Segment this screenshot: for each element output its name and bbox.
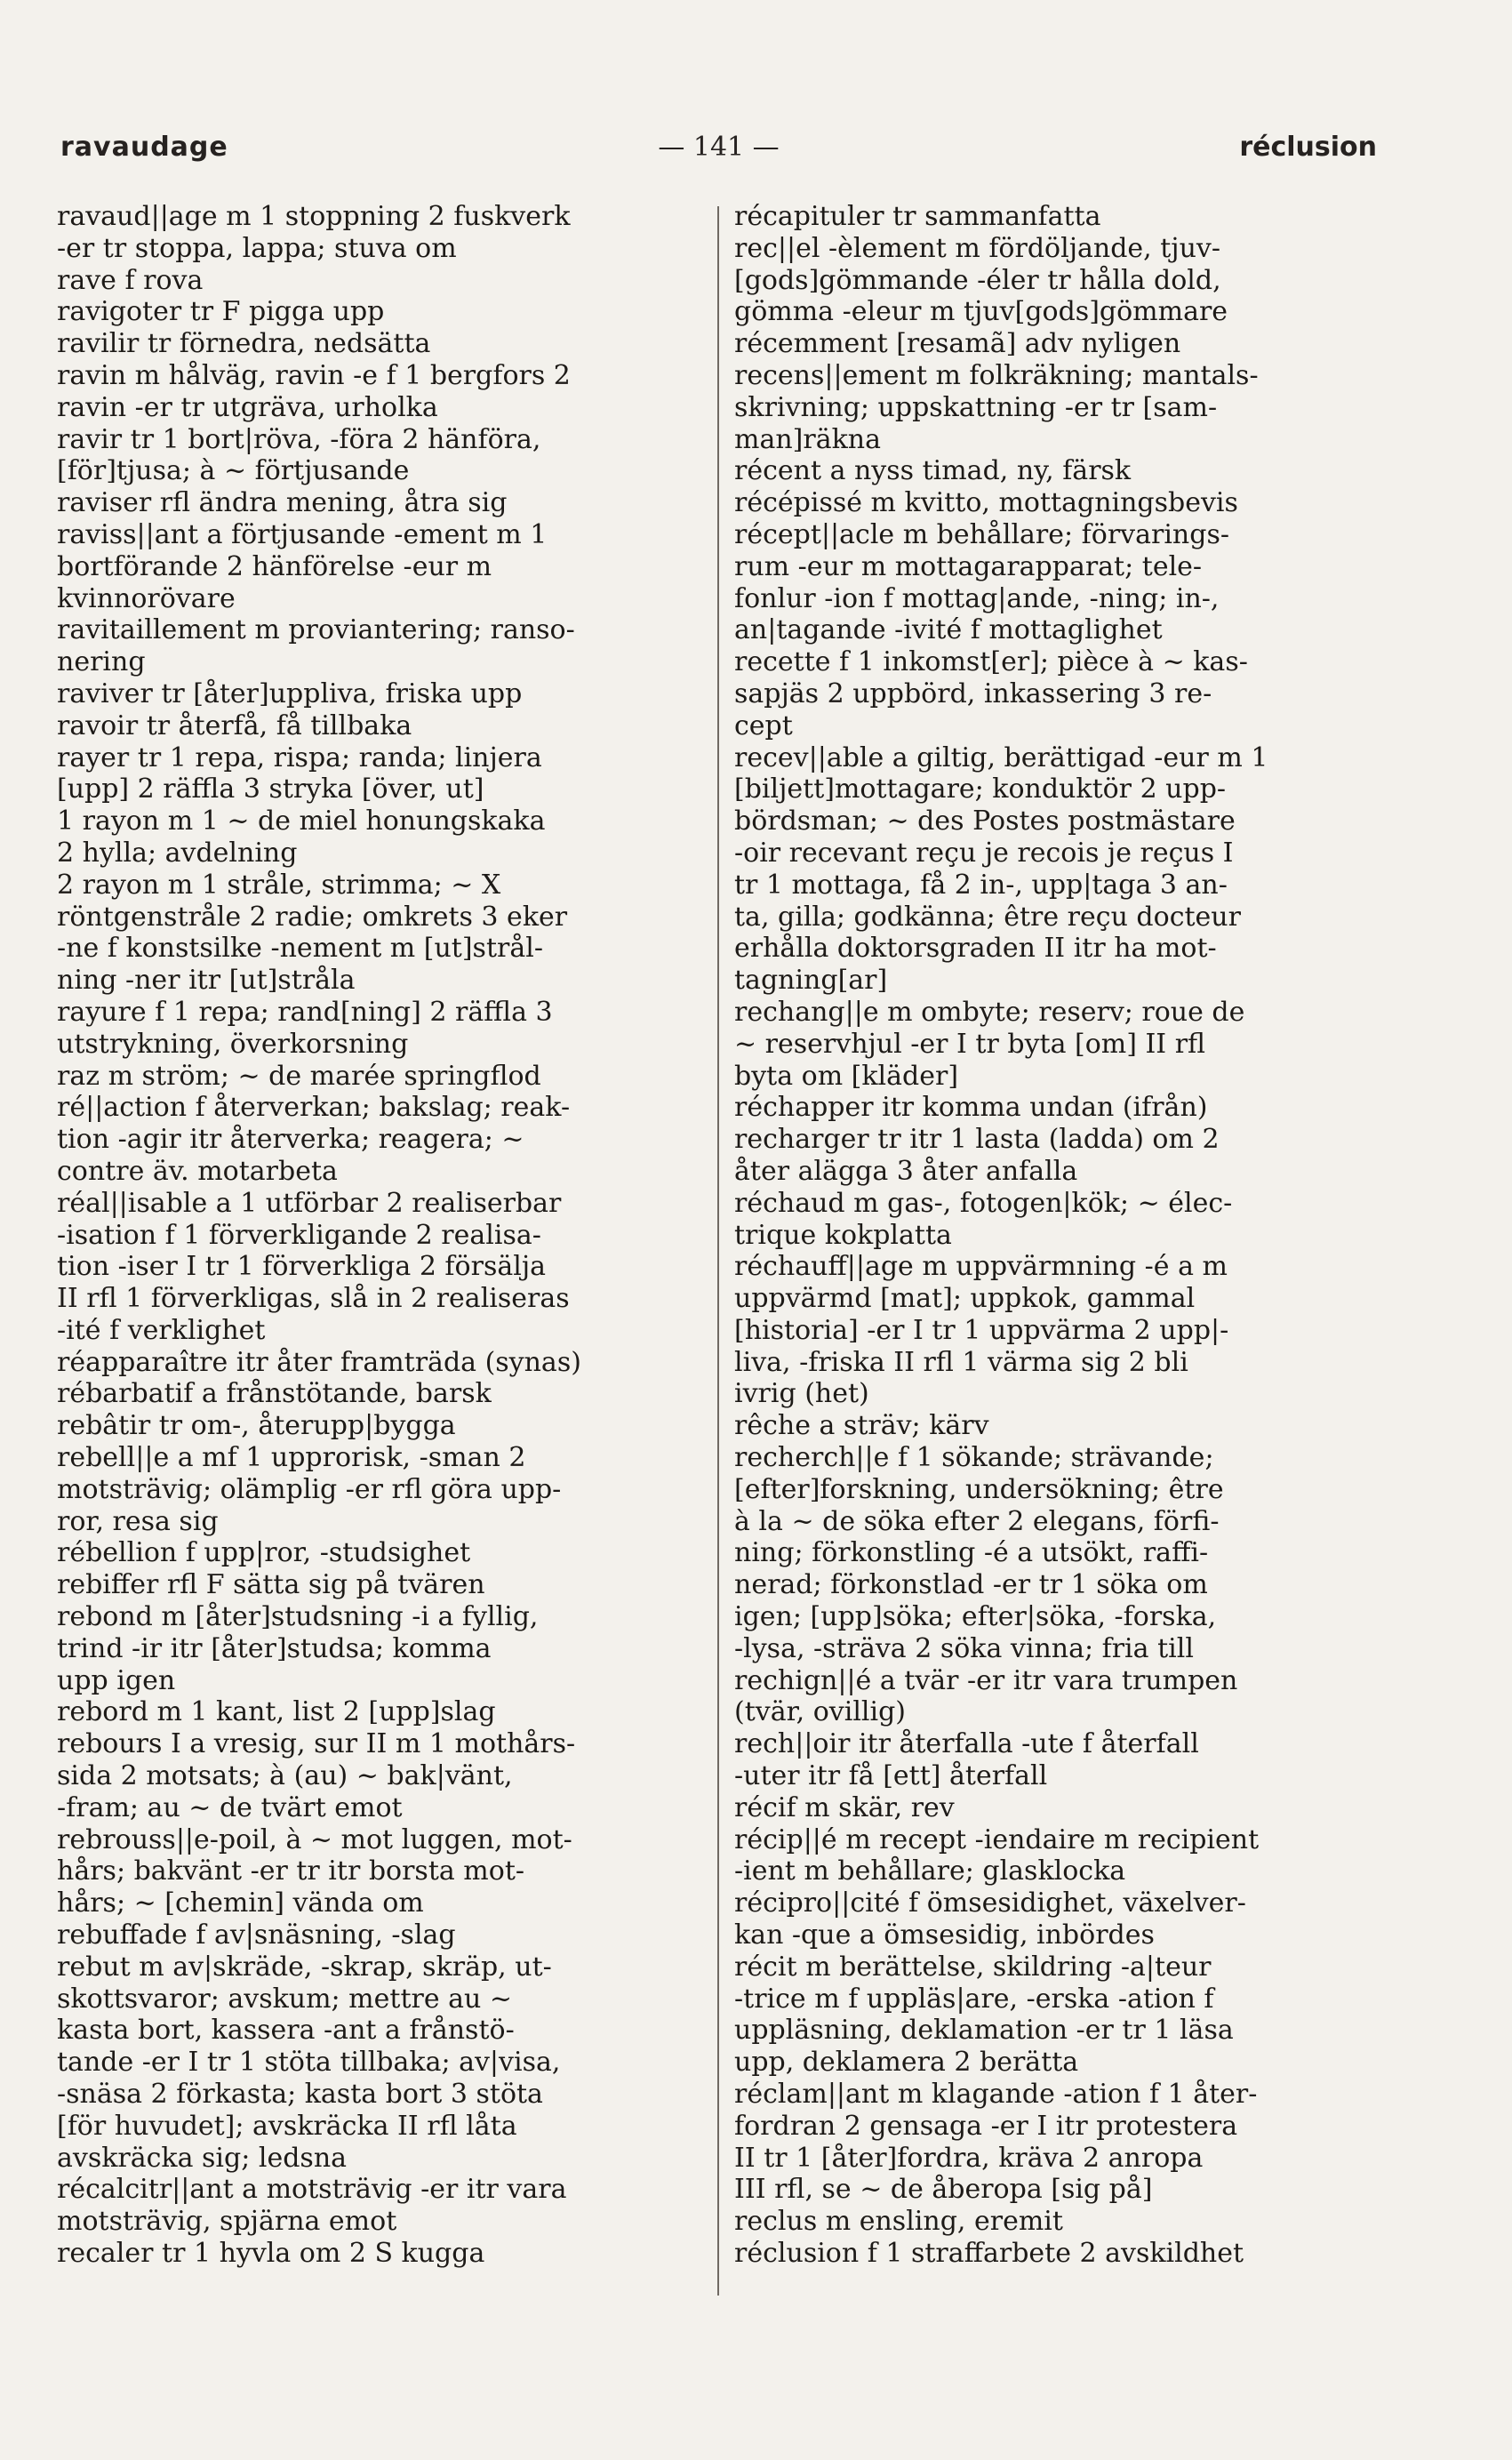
entry-line: recev||able a giltig, berättigad -eur m 1 xyxy=(734,741,1268,773)
entry-line: 2 hylla; avdelning xyxy=(57,837,298,869)
entry-line: rechang||e m ombyte; reserv; roue de xyxy=(734,996,1245,1028)
header-last-entry: réclusion xyxy=(1239,132,1377,163)
entry-line: récemment [resamã] adv nyligen xyxy=(734,328,1181,360)
entry-line: hårs; bakvänt -er tr itr borsta mot- xyxy=(57,1855,525,1887)
entry-line: ravir tr 1 bort|röva, -föra 2 hänföra, xyxy=(57,423,541,455)
entry-line: -ité f verklighet xyxy=(57,1314,266,1346)
entry-line: rébellion f upp|ror, -studsighet xyxy=(57,1537,471,1569)
entry-line: rebiffer rfl F sätta sig på tvären xyxy=(57,1569,485,1601)
entry-line: ivrig (het) xyxy=(734,1378,869,1410)
entry-line: åter alägga 3 åter anfalla xyxy=(734,1155,1078,1187)
entry-line: bortförande 2 hänförelse -eur m xyxy=(57,550,492,582)
entry-line: motsträvig; olämplig -er rfl göra upp- xyxy=(57,1473,562,1505)
entry-line: tande -er I tr 1 stöta tillbaka; av|visa, xyxy=(57,2047,561,2079)
entry-line: contre äv. motarbeta xyxy=(57,1155,338,1187)
entry-line: trind -ir itr [åter]studsa; komma xyxy=(57,1632,492,1664)
entry-line: raviss||ant a förtjusande -ement m 1 xyxy=(57,518,548,550)
entry-line: tr 1 mottaga, få 2 in-, upp|taga 3 an- xyxy=(734,869,1228,901)
entry-line: tion -iser I tr 1 förverkliga 2 försälja xyxy=(57,1251,547,1283)
entry-line: nerad; förkonstlad -er tr 1 söka om xyxy=(734,1569,1208,1601)
entry-line: récipro||cité f ömsesidighet, växelver- xyxy=(734,1887,1246,1919)
entry-line: tion -agir itr återverka; reagera; ~ xyxy=(57,1124,524,1156)
entry-line: réchaud m gas-, fotogen|kök; ~ élec- xyxy=(734,1187,1233,1219)
entry-line: ravilir tr förnedra, nedsätta xyxy=(57,328,431,360)
entry-line: raviser rfl ändra mening, åtra sig xyxy=(57,487,508,519)
page-number: — 141 — xyxy=(658,132,780,163)
entry-line: ta, gilla; godkänna; être reçu docteur xyxy=(734,901,1241,933)
entry-line: II tr 1 [åter]fordra, kräva 2 anropa xyxy=(734,2142,1204,2174)
entry-line: raz m ström; ~ de marée springflod xyxy=(57,1060,541,1092)
entry-line: uppvärmd [mat]; uppkok, gammal xyxy=(734,1283,1196,1315)
entry-line: röntgenstråle 2 radie; omkrets 3 eker xyxy=(57,901,568,933)
page-header xyxy=(60,132,1377,176)
entry-line: réchauff||age m uppvärmning -é a m xyxy=(734,1251,1228,1283)
entry-line: rayer tr 1 repa, rispa; randa; linjera xyxy=(57,741,542,773)
entry-line: [för]tjusa; à ~ förtjusande xyxy=(57,455,410,487)
entry-line: rebord m 1 kant, list 2 [upp]slag xyxy=(57,1696,496,1728)
entry-line: -trice m f uppläs|are, -erska -ation f xyxy=(734,1983,1214,2015)
entry-line: ré||action f återverkan; bakslag; reak- xyxy=(57,1092,571,1124)
entry-line: ning -ner itr [ut]stråla xyxy=(57,965,356,997)
entry-line: nering xyxy=(57,646,146,678)
entry-line: sida 2 motsats; à (au) ~ bak|vänt, xyxy=(57,1760,513,1792)
entry-line: réclusion f 1 straffarbete 2 avskildhet xyxy=(734,2238,1244,2269)
entry-line: reclus m ensling, eremit xyxy=(734,2206,1063,2238)
entry-line: ravin m hålväg, ravin -e f 1 bergfors 2 xyxy=(57,359,571,391)
entry-line: fonlur -ion f mottag|ande, -ning; in-, xyxy=(734,582,1220,614)
entry-line: -lysa, -sträva 2 söka vinna; fria till xyxy=(734,1632,1194,1664)
entry-line: liva, -friska II rfl 1 värma sig 2 bli xyxy=(734,1346,1188,1378)
entry-line: -ient m behållare; glasklocka xyxy=(734,1855,1126,1887)
entry-line: ravin -er tr utgräva, urholka xyxy=(57,391,438,423)
right-column xyxy=(734,201,1378,2270)
entry-line: 2 rayon m 1 stråle, strimma; ~ X xyxy=(57,869,501,901)
entry-line: [gods]gömmande -éler tr hålla dold, xyxy=(734,264,1221,296)
entry-line: (tvär, ovillig) xyxy=(734,1696,907,1728)
entry-line: skottsvaror; avskum; mettre au ~ xyxy=(57,1983,513,2015)
entry-line: rech||oir itr återfalla -ute f återfall xyxy=(734,1728,1199,1760)
entry-line: [efter]forskning, undersökning; être xyxy=(734,1473,1224,1505)
entry-line: motsträvig, spjärna emot xyxy=(57,2206,397,2238)
entry-line: récip||é m recept -iendaire m recipient xyxy=(734,1823,1260,1855)
entry-line: igen; [upp]söka; efter|söka, -forska, xyxy=(734,1601,1217,1633)
column-divider xyxy=(717,206,719,2296)
entry-line: récent a nyss timad, ny, färsk xyxy=(734,455,1132,487)
entry-line: rebours I a vresig, sur II m 1 mothårs- xyxy=(57,1728,576,1760)
entry-line: an|tagande -ivité f mottaglighet xyxy=(734,614,1163,646)
entry-line: -snäsa 2 förkasta; kasta bort 3 stöta xyxy=(57,2079,543,2111)
entry-line: -isation f 1 förverkligande 2 realisa- xyxy=(57,1219,541,1251)
entry-line: [biljett]mottagare; konduktör 2 upp- xyxy=(734,773,1227,805)
entry-line: récit m berättelse, skildring -a|teur xyxy=(734,1951,1212,1983)
entry-line: recaler tr 1 hyvla om 2 S kugga xyxy=(57,2238,485,2269)
entry-line: réapparaître itr åter framträda (synas) xyxy=(57,1346,581,1378)
entry-line: ravitaillement m proviantering; ranso- xyxy=(57,614,575,646)
entry-line: 1 rayon m 1 ~ de miel honungskaka xyxy=(57,805,546,837)
entry-line: récept||acle m behållare; förvarings- xyxy=(734,518,1229,550)
entry-line: ning; förkonstling -é a utsökt, raffi- xyxy=(734,1537,1209,1569)
header-first-entry: ravaudage xyxy=(60,132,228,163)
entry-line: sapjäs 2 uppbörd, inkassering 3 re- xyxy=(734,677,1212,709)
entry-line: -ne f konstsilke -nement m [ut]strål- xyxy=(57,933,543,965)
entry-line: trique kokplatta xyxy=(734,1219,952,1251)
entry-line: kvinnorövare xyxy=(57,582,236,614)
entry-line: [historia] -er I tr 1 uppvärma 2 upp|- xyxy=(734,1314,1229,1346)
entry-line: ravigoter tr F pigga upp xyxy=(57,296,385,328)
entry-line: récalcitr||ant a motsträvig -er itr vara xyxy=(57,2174,567,2206)
entry-line: rum -eur m mottagarapparat; tele- xyxy=(734,550,1203,582)
entry-line: recette f 1 inkomst[er]; pièce à ~ kas- xyxy=(734,646,1248,678)
entry-line: recharger tr itr 1 lasta (ladda) om 2 xyxy=(734,1124,1220,1156)
entry-line: recherch||e f 1 sökande; strävande; xyxy=(734,1442,1214,1474)
entry-line: tagning[ar] xyxy=(734,965,888,997)
entry-line: gömma -eleur m tjuv[gods]gömmare xyxy=(734,296,1228,328)
entry-line: ravaud||age m 1 stoppning 2 fuskverk xyxy=(57,201,571,232)
entry-line: ~ reservhjul -er I tr byta [om] II rfl xyxy=(734,1028,1206,1060)
entry-line: ravoir tr återfå, få tillbaka xyxy=(57,709,412,741)
entry-line: rebâtir tr om-, återupp|bygga xyxy=(57,1410,456,1442)
entry-line: III rfl, se ~ de åberopa [sig på] xyxy=(734,2174,1153,2206)
entry-line: utstrykning, överkorsning xyxy=(57,1028,409,1060)
entry-line: kasta bort, kassera -ant a frånstö- xyxy=(57,2015,515,2047)
entry-line: -oir recevant reçu je recois je reçus I xyxy=(734,837,1234,869)
entry-line: réchapper itr komma undan (ifrån) xyxy=(734,1092,1208,1124)
entry-line: II rfl 1 förverkligas, slå in 2 realiseras xyxy=(57,1283,570,1315)
entry-line: upp igen xyxy=(57,1664,176,1696)
entry-line: kan -que a ömsesidig, inbördes xyxy=(734,1919,1155,1951)
entry-line: skrivning; uppskattning -er tr [sam- xyxy=(734,391,1218,423)
entry-line: réclam||ant m klagande -ation f 1 åter- xyxy=(734,2079,1258,2111)
entry-line: récapituler tr sammanfatta xyxy=(734,201,1101,232)
entry-line: bördsman; ~ des Postes postmästare xyxy=(734,805,1236,837)
entry-line: à la ~ de söka efter 2 elegans, förfi- xyxy=(734,1505,1220,1537)
entry-line: ror, resa sig xyxy=(57,1505,219,1537)
entry-line: -fram; au ~ de tvärt emot xyxy=(57,1791,403,1823)
entry-line: -uter itr få [ett] återfall xyxy=(734,1760,1048,1792)
entry-line: upp, deklamera 2 berätta xyxy=(734,2047,1079,2079)
entry-line: [upp] 2 räffla 3 stryka [över, ut] xyxy=(57,773,484,805)
entry-line: -er tr stoppa, lappa; stuva om xyxy=(57,232,457,264)
entry-line: récif m skär, rev xyxy=(734,1791,955,1823)
entry-line: byta om [kläder] xyxy=(734,1060,959,1092)
entry-line: récépissé m kvitto, mottagningsbevis xyxy=(734,487,1238,519)
entry-line: rebond m [åter]studsning -i a fyllig, xyxy=(57,1601,539,1633)
entry-line: [för huvudet]; avskräcka II rfl låta xyxy=(57,2110,517,2142)
entry-line: avskräcka sig; ledsna xyxy=(57,2142,348,2174)
entry-line: rebuffade f av|snäsning, -slag xyxy=(57,1919,456,1951)
entry-line: hårs; ~ [chemin] vända om xyxy=(57,1887,424,1919)
entry-line: recens||ement m folkräkning; mantals- xyxy=(734,359,1259,391)
entry-line: réal||isable a 1 utförbar 2 realiserbar xyxy=(57,1187,562,1219)
entry-line: rebell||e a mf 1 upprorisk, -sman 2 xyxy=(57,1442,526,1474)
entry-line: erhålla doktorsgraden II itr ha mot- xyxy=(734,933,1217,965)
entry-line: rave f rova xyxy=(57,264,204,296)
left-column xyxy=(57,201,706,2270)
entry-line: cept xyxy=(734,709,793,741)
entry-line: rechign||é a tvär -er itr vara trumpen xyxy=(734,1664,1238,1696)
entry-line: raviver tr [åter]uppliva, friska upp xyxy=(57,677,523,709)
entry-line: fordran 2 gensaga -er I itr protestera xyxy=(734,2110,1238,2142)
entry-line: rêche a sträv; kärv xyxy=(734,1410,989,1442)
entry-line: rec||el -èlement m fördöljande, tjuv- xyxy=(734,232,1221,264)
entry-line: uppläsning, deklamation -er tr 1 läsa xyxy=(734,2015,1234,2047)
entry-line: rebut m av|skräde, -skrap, skräp, ut- xyxy=(57,1951,552,1983)
entry-line: rébarbatif a frånstötande, barsk xyxy=(57,1378,492,1410)
entry-line: rayure f 1 repa; rand[ning] 2 räffla 3 xyxy=(57,996,553,1028)
entry-line: man]räkna xyxy=(734,423,881,455)
entry-line: rebrouss||e-poil, à ~ mot luggen, mot- xyxy=(57,1823,572,1855)
